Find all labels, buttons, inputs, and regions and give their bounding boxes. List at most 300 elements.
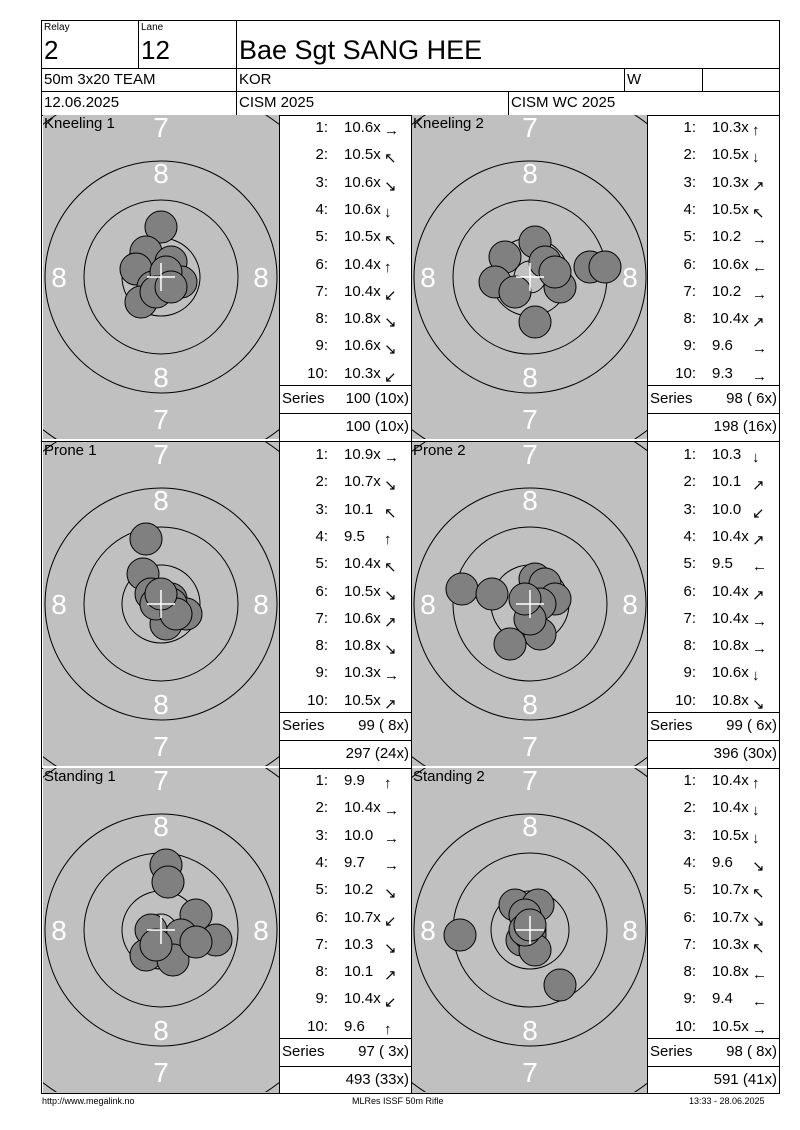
shot-row	[648, 932, 779, 959]
name-cell	[237, 21, 780, 69]
shot-row	[648, 768, 779, 795]
shot-row	[648, 633, 779, 660]
ring-label-8-top: 8	[522, 158, 538, 189]
shot-row	[280, 905, 411, 932]
series-panel	[411, 115, 779, 442]
shot-score: 10.3	[344, 935, 374, 953]
ring-label-7-top: 7	[153, 115, 169, 143]
shot-direction-icon: ↓	[752, 829, 760, 847]
shot-number: 9:	[683, 664, 696, 682]
shot-number: 6:	[683, 582, 696, 600]
shot-number: 5:	[683, 228, 696, 246]
footer-software: MLRes ISSF 50m Rifle	[352, 1096, 444, 1106]
series-label: Series	[282, 390, 325, 407]
shot-row	[648, 905, 779, 932]
shot-impact-8	[539, 256, 571, 288]
shot-number: 8:	[683, 310, 696, 328]
ring-label-8-right: 8	[253, 589, 269, 620]
shot-direction-icon: →	[752, 1020, 767, 1038]
shot-number: 10:	[307, 1017, 328, 1035]
shot-direction-icon: ↑	[752, 122, 760, 139]
shot-row	[280, 170, 411, 197]
shot-direction-icon: ↑	[384, 258, 392, 276]
shot-number: 9:	[683, 990, 696, 1008]
shot-impact-7	[519, 306, 551, 338]
running-total-row	[280, 740, 411, 768]
shot-row	[280, 142, 411, 169]
shot-direction-icon: ↓	[384, 203, 392, 221]
shot-score: 10.5x	[712, 826, 749, 844]
shot-score: 10.5x	[344, 582, 381, 600]
running-total: 591 (41x)	[713, 1071, 777, 1088]
shot-score: 10.4x	[712, 609, 749, 627]
ring-label-8-left: 8	[420, 589, 436, 620]
target-diagram	[412, 442, 648, 766]
shot-score: 10.4x	[712, 310, 749, 328]
ring-label-8-bottom: 8	[522, 1015, 538, 1046]
series-row	[648, 385, 779, 414]
shot-direction-icon: ↘	[384, 314, 397, 332]
shot-number: 8:	[315, 310, 328, 328]
shot-number: 1:	[683, 772, 696, 789]
relay-label: Relay	[44, 22, 70, 33]
shot-score: 9.6	[712, 853, 733, 871]
shot-row	[648, 361, 779, 388]
shot-score: 9.5	[712, 555, 733, 573]
shot-score: 10.3x	[712, 173, 749, 191]
shot-score: 10.7x	[344, 473, 381, 491]
shot-score: 10.1	[344, 963, 374, 981]
shot-direction-icon: ←	[752, 993, 767, 1011]
shot-score: 10.5x	[712, 146, 749, 164]
ring-label-8-right: 8	[253, 262, 269, 293]
shot-direction-icon: ↖	[384, 504, 397, 522]
shot-direction-icon: →	[752, 231, 767, 249]
shot-row	[648, 823, 779, 850]
shot-row	[648, 115, 779, 142]
shot-direction-icon: ←	[752, 558, 767, 576]
target-svg	[412, 442, 648, 766]
running-total: 493 (33x)	[345, 1071, 409, 1088]
shot-direction-icon: →	[384, 122, 399, 139]
shot-score: 10.5x	[344, 691, 381, 709]
shot-score: 10.3x	[712, 119, 749, 136]
shot-number: 2:	[683, 799, 696, 817]
shot-list	[647, 115, 779, 442]
shot-number: 4:	[683, 527, 696, 545]
shot-number: 3:	[315, 826, 328, 844]
relay-value: 2	[44, 35, 59, 65]
series-panel	[42, 442, 411, 769]
ring-label-7-top: 7	[522, 768, 538, 796]
shot-direction-icon: ↖	[384, 232, 397, 250]
shot-row	[648, 333, 779, 360]
shot-direction-icon: ↙	[384, 286, 397, 304]
shot-row	[280, 306, 411, 333]
shot-score: 9.6	[344, 1017, 365, 1035]
empty-cell	[703, 69, 780, 92]
shot-number: 4:	[315, 853, 328, 871]
shot-number: 5:	[315, 228, 328, 246]
shot-score: 10.2	[344, 881, 374, 899]
shot-number: 1:	[683, 119, 696, 136]
shot-score: 10.8x	[712, 963, 749, 981]
shot-impact-10	[589, 251, 621, 283]
series-score: 99 ( 6x)	[726, 717, 777, 734]
shot-number: 7:	[315, 282, 328, 300]
shot-score: 10.6x	[344, 173, 381, 191]
series-label: Series	[282, 1043, 325, 1060]
ring-label-7-bottom: 7	[522, 731, 538, 762]
athlete-name: Bae Sgt SANG HEE	[239, 35, 483, 65]
shot-direction-icon: →	[384, 802, 399, 820]
shot-number: 10:	[307, 691, 328, 709]
shot-score: 10.6x	[712, 255, 749, 273]
series-title: Kneeling 2	[413, 115, 484, 132]
ring-label-8-left: 8	[51, 262, 67, 293]
series-panel	[42, 115, 411, 442]
shot-direction-icon: ↙	[752, 504, 765, 522]
shot-list	[647, 442, 779, 769]
shot-impact-10	[180, 926, 212, 958]
shot-score: 10.4x	[344, 799, 381, 817]
ring-label-7-bottom: 7	[153, 731, 169, 762]
shot-impact-8	[140, 929, 172, 961]
shot-direction-icon: →	[752, 340, 767, 358]
shot-direction-icon: ↗	[752, 477, 765, 495]
running-total-row	[648, 413, 779, 441]
shot-direction-icon: ↖	[384, 150, 397, 168]
shot-row	[648, 986, 779, 1013]
shot-direction-icon: ↘	[384, 885, 397, 903]
gender: W	[627, 71, 642, 88]
target-diagram	[412, 768, 648, 1093]
shot-score: 9.7	[344, 853, 365, 871]
shot-score: 10.4x	[344, 990, 381, 1008]
series-title: Standing 2	[413, 768, 485, 785]
shot-impact-5	[446, 573, 478, 605]
shot-score: 10.9x	[344, 446, 381, 463]
shot-direction-icon: ↘	[384, 641, 397, 659]
shot-score: 10.4x	[712, 772, 749, 789]
shot-row	[280, 823, 411, 850]
ring-label-8-bottom: 8	[153, 1015, 169, 1046]
shot-direction-icon: →	[752, 367, 767, 385]
shot-score: 9.3	[712, 364, 733, 382]
shot-row	[648, 306, 779, 333]
shot-direction-icon: ←	[752, 966, 767, 984]
shot-direction-icon: →	[384, 667, 399, 685]
shot-score: 10.7x	[712, 908, 749, 926]
shot-row	[648, 551, 779, 578]
shot-direction-icon: →	[384, 856, 399, 874]
running-total-row	[648, 1066, 779, 1094]
running-total: 396 (30x)	[713, 745, 777, 762]
target-diagram	[43, 115, 279, 439]
shot-direction-icon: ↖	[752, 885, 765, 903]
shot-number: 5:	[315, 555, 328, 573]
series-score: 98 ( 6x)	[726, 390, 777, 407]
ring-label-8-right: 8	[253, 915, 269, 946]
shot-row	[648, 442, 779, 469]
shot-score: 10.2	[712, 282, 742, 300]
shot-score: 10.2	[712, 228, 742, 246]
ring-label-7-top: 7	[522, 115, 538, 143]
shot-number: 5:	[683, 881, 696, 899]
shot-score: 10.3x	[712, 935, 749, 953]
shot-number: 3:	[315, 500, 328, 518]
shot-impact-6	[476, 578, 508, 610]
ring-label-8-left: 8	[420, 915, 436, 946]
shot-score: 10.8x	[712, 637, 749, 655]
shot-impact-10	[155, 271, 187, 303]
shot-score: 9.5	[344, 527, 365, 545]
shot-direction-icon: ↘	[384, 477, 397, 495]
shot-impact-10	[509, 583, 541, 615]
shot-row	[648, 959, 779, 986]
shot-score: 10.5x	[712, 1017, 749, 1035]
ring-label-7-top: 7	[153, 768, 169, 796]
ring-label-8-bottom: 8	[522, 689, 538, 720]
shot-row	[280, 877, 411, 904]
shot-direction-icon: ↘	[384, 586, 397, 604]
lane-value: 12	[141, 35, 170, 65]
shot-score: 10.4x	[344, 555, 381, 573]
shot-score: 9.4	[712, 990, 733, 1008]
ring-label-8-right: 8	[622, 262, 638, 293]
series-score: 98 ( 8x)	[726, 1043, 777, 1060]
shot-row	[648, 252, 779, 279]
shot-row	[280, 252, 411, 279]
shot-row	[648, 606, 779, 633]
target-svg	[412, 115, 648, 439]
shot-number: 7:	[315, 609, 328, 627]
shot-number: 3:	[683, 826, 696, 844]
shot-direction-icon: ↘	[384, 341, 397, 359]
shot-number: 1:	[683, 446, 696, 463]
ring-label-8-right: 8	[622, 915, 638, 946]
shot-direction-icon: ↘	[384, 939, 397, 957]
shot-score: 10.4x	[712, 527, 749, 545]
shot-number: 9:	[315, 664, 328, 682]
target-svg	[43, 768, 279, 1092]
series-row	[648, 712, 779, 741]
date: 12.06.2025	[44, 94, 120, 111]
shot-score: 10.8x	[344, 310, 381, 328]
shot-direction-icon: →	[752, 640, 767, 658]
shot-direction-icon: ↖	[752, 939, 765, 957]
shot-number: 8:	[683, 963, 696, 981]
shot-direction-icon: ↗	[384, 967, 397, 985]
running-total: 297 (24x)	[345, 745, 409, 762]
shot-row	[648, 877, 779, 904]
lane-cell	[139, 21, 237, 69]
shot-number: 3:	[683, 500, 696, 518]
shot-impact-2	[152, 866, 184, 898]
running-total: 100 (10x)	[345, 418, 409, 435]
shot-score: 10.3x	[344, 364, 381, 382]
ring-label-8-top: 8	[522, 811, 538, 842]
ring-label-7-top: 7	[522, 442, 538, 470]
series-score: 99 ( 8x)	[358, 717, 409, 734]
shot-row	[280, 579, 411, 606]
shot-row	[280, 633, 411, 660]
running-total-row	[280, 413, 411, 441]
shot-row	[648, 524, 779, 551]
shot-score: 10.6x	[344, 119, 381, 136]
shot-score: 10.4x	[712, 799, 749, 817]
shot-direction-icon: ↘	[752, 857, 765, 875]
running-total-row	[280, 1066, 411, 1094]
shot-row	[280, 333, 411, 360]
shot-score: 10.0	[712, 500, 742, 518]
series-panel	[411, 768, 779, 1093]
ring-label-8-top: 8	[522, 485, 538, 516]
shot-number: 4:	[683, 853, 696, 871]
shot-number: 8:	[315, 963, 328, 981]
shot-number: 7:	[683, 935, 696, 953]
shot-score: 10.6x	[344, 200, 381, 218]
nation: KOR	[239, 71, 272, 88]
shot-row	[280, 1014, 411, 1041]
shot-number: 3:	[683, 173, 696, 191]
shot-direction-icon: ↙	[384, 912, 397, 930]
running-total: 198 (16x)	[713, 418, 777, 435]
shot-number: 10:	[675, 691, 696, 709]
shot-row	[280, 959, 411, 986]
shot-direction-icon: →	[752, 285, 767, 303]
shot-direction-icon: ↗	[752, 177, 765, 195]
shot-number: 1:	[315, 446, 328, 463]
series-title: Prone 1	[44, 442, 97, 459]
shot-row	[280, 606, 411, 633]
ring-label-8-top: 8	[153, 158, 169, 189]
shot-number: 2:	[683, 473, 696, 491]
series-row	[280, 1038, 411, 1067]
shot-score: 10.8x	[344, 637, 381, 655]
shot-score: 10.7x	[344, 908, 381, 926]
match: CISM WC 2025	[511, 94, 616, 111]
series-row	[280, 712, 411, 741]
gender-cell	[625, 69, 703, 92]
ring-label-8-bottom: 8	[153, 362, 169, 393]
shot-number: 10:	[675, 364, 696, 382]
shot-row	[648, 224, 779, 251]
shot-number: 9:	[315, 337, 328, 355]
shot-row	[280, 497, 411, 524]
shot-score: 10.3	[712, 446, 742, 463]
ring-label-8-top: 8	[153, 485, 169, 516]
series-row	[648, 1038, 779, 1067]
ring-label-7-bottom: 7	[153, 1057, 169, 1088]
shot-number: 4:	[315, 527, 328, 545]
lane-label: Lane	[141, 22, 164, 33]
shot-row	[648, 795, 779, 822]
shot-number: 3:	[315, 173, 328, 191]
shot-impact-4	[444, 919, 476, 951]
shot-number: 2:	[683, 146, 696, 164]
shot-row	[648, 469, 779, 496]
shot-direction-icon: ↑	[384, 530, 392, 548]
shot-row	[280, 986, 411, 1013]
ring-label-7-bottom: 7	[153, 404, 169, 435]
shot-direction-icon: ↑	[384, 1020, 392, 1038]
shot-number: 7:	[683, 282, 696, 300]
shot-score: 9.6	[712, 337, 733, 355]
shot-number: 9:	[315, 990, 328, 1008]
shot-row	[648, 142, 779, 169]
shot-score: 10.5x	[712, 200, 749, 218]
shot-direction-icon: ↓	[752, 149, 760, 167]
ring-label-8-bottom: 8	[153, 689, 169, 720]
series-title: Prone 2	[413, 442, 466, 459]
shot-row	[280, 795, 411, 822]
running-total-row	[648, 740, 779, 768]
results-grid	[41, 115, 780, 1094]
shot-score: 10.1	[344, 500, 374, 518]
shot-direction-icon: ↖	[384, 559, 397, 577]
shot-score: 10.4x	[344, 255, 381, 273]
ring-label-7-bottom: 7	[522, 404, 538, 435]
shot-row	[280, 361, 411, 388]
series-label: Series	[650, 390, 693, 407]
shot-direction-icon: ↙	[384, 994, 397, 1012]
shot-row	[280, 469, 411, 496]
target-svg	[412, 768, 648, 1092]
shot-impact-1	[130, 523, 162, 555]
competition-cell	[237, 92, 509, 116]
date-cell	[42, 92, 237, 116]
shot-score: 10.1	[712, 473, 742, 491]
shot-list	[279, 768, 412, 1093]
header-block	[41, 20, 780, 116]
event-name: 50m 3x20 TEAM	[44, 71, 156, 88]
shot-number: 7:	[315, 935, 328, 953]
shot-number: 6:	[683, 255, 696, 273]
ring-label-7-top: 7	[153, 442, 169, 470]
shot-score: 10.6x	[344, 609, 381, 627]
ring-label-8-top: 8	[153, 811, 169, 842]
shot-row	[648, 1014, 779, 1041]
shot-row	[280, 768, 411, 795]
shot-direction-icon: ↑	[384, 775, 392, 792]
shot-list	[279, 442, 412, 769]
shot-row	[648, 197, 779, 224]
ring-label-8-right: 8	[622, 589, 638, 620]
shot-direction-icon: ←	[752, 258, 767, 276]
series-title: Standing 1	[44, 768, 116, 785]
shot-direction-icon: ↗	[752, 531, 765, 549]
shot-row	[280, 115, 411, 142]
shot-direction-icon: ↑	[752, 775, 760, 792]
shot-row	[280, 688, 411, 715]
nation-cell	[237, 69, 625, 92]
shot-list	[647, 768, 779, 1093]
shot-number: 6:	[315, 255, 328, 273]
shot-score: 10.4x	[712, 582, 749, 600]
shot-row	[280, 660, 411, 687]
ring-label-7-bottom: 7	[522, 1057, 538, 1088]
shot-number: 2:	[315, 473, 328, 491]
event-cell	[42, 69, 237, 92]
ring-label-8-left: 8	[51, 589, 67, 620]
shot-row	[280, 932, 411, 959]
shot-row	[648, 170, 779, 197]
shot-row	[648, 660, 779, 687]
target-diagram	[412, 115, 648, 439]
shot-number: 10:	[307, 364, 328, 382]
series-panel	[411, 442, 779, 769]
